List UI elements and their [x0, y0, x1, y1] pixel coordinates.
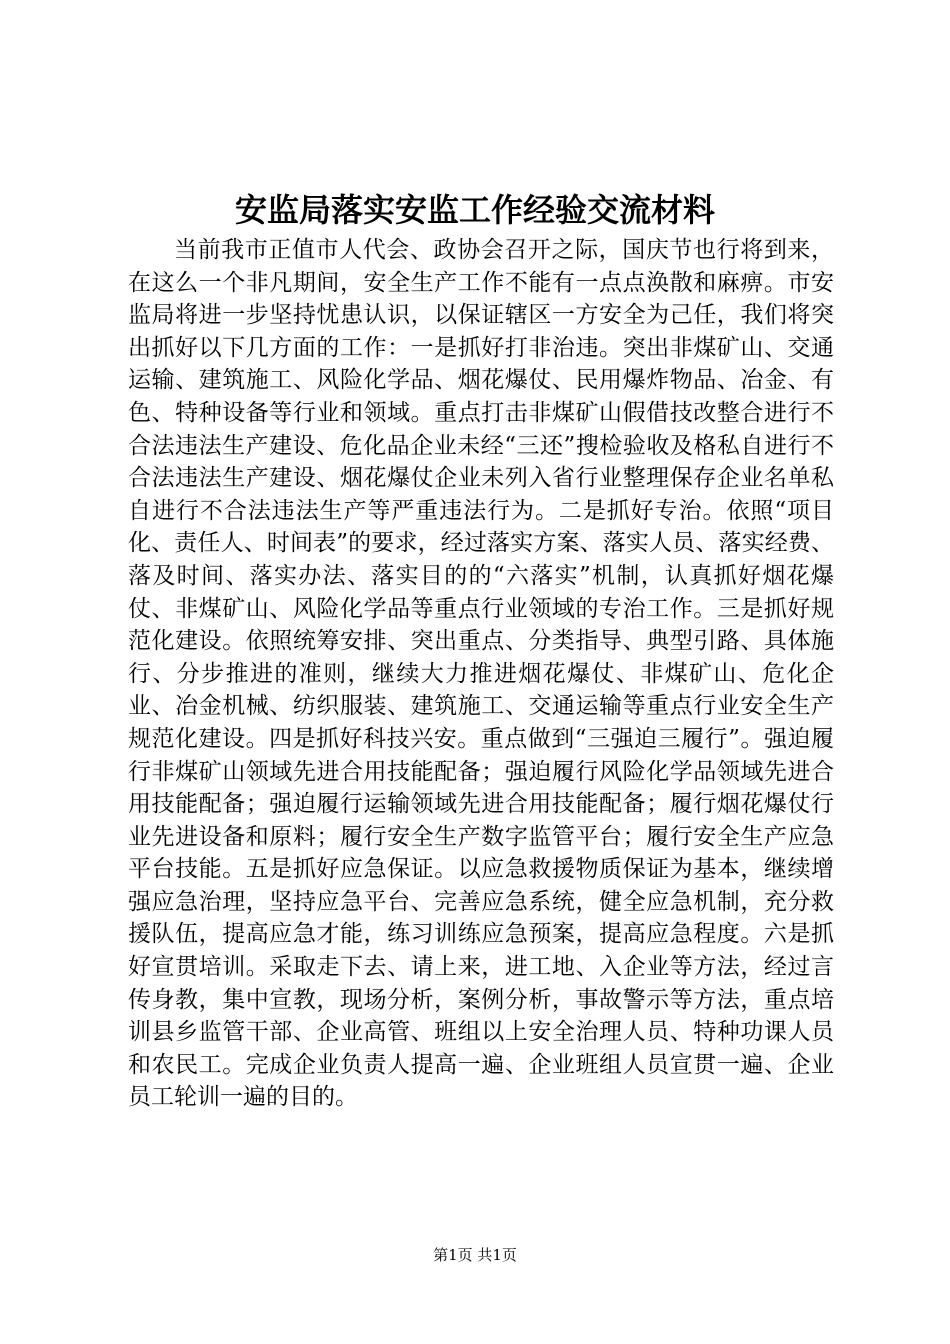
page-number-footer: 第1页 共1页 [433, 1246, 517, 1264]
document-body-paragraph: 当前我市正值市人代会、政协会召开之际，国庆节也行将到来，在这么一个非凡期间，安全生产工作不能有一点点涣散和麻痹。市安监局将进一步坚持忧患认识，以保证辖区一方安全为己任，我们将突出抓好以下几方面的工作：一是抓好打非治违。突出非煤矿山、交通运输、建筑施工、风险化学品、烟花爆仗、民用爆炸物品、冶金、有色、特种设备等行业和领域。重点打击非煤矿山假借技改整合进行不合法违法生产建设、危化品企业未经“三还”搜检验收及格私自进行不合法违法生产建设、烟花爆仗企业未列入省行业整理保存企业名单私自进行不合法违法生产等严重违法行为。二是抓好专治。依照“项目化、责任人、时间表”的要求，经过落实方案、落实人员、落实经费、落及时间、落实办法、落实目的的“六落实”机制，认真抓好烟花爆仗、非煤矿山、风险化学品等重点行业领域的专治工作。三是抓好规范化建设。依照统筹安排、突出重点、分类指导、典型引路、具体施行、分步推进的准则，继续大力推进烟花爆仗、非煤矿山、危化企业、冶金机械、纺织服装、建筑施工、交通运输等重点行业安全生产规范化建设。四是抓好科技兴安。重点做到“三强迫三履行”。强迫履行非煤矿山领域先进合用技能配备；强迫履行风险化学品领域先进合用技能配备；强迫履行运输领域先进合用技能配备；履行烟花爆仗行业先进设备和原料；履行安全生产数字监管平台；履行安全生产应急平台技能。五是抓好应急保证。以应急救援物质保证为基本，继续增强应急治理，坚持应急平台、完善应急系统，健全应急机制，充分救援队伍，提高应急才能，练习训练应急预案，提高应急程度。六是抓好宣贯培训。采取走下去、请上来，进工地、入企业等方法，经过言传身教，集中宣教，现场分析，案例分析，事故警示等方法，重点培训县乡监管干部、企业高管、班组以上安全治理人员、特种功课人员和农民工。完成企业负责人提高一遍、企业班组人员宣贯一遍、企业员工轮训一遍的目的。 [128, 237, 834, 1111]
document-title: 安监局落实安监工作经验交流材料 [234, 191, 715, 229]
